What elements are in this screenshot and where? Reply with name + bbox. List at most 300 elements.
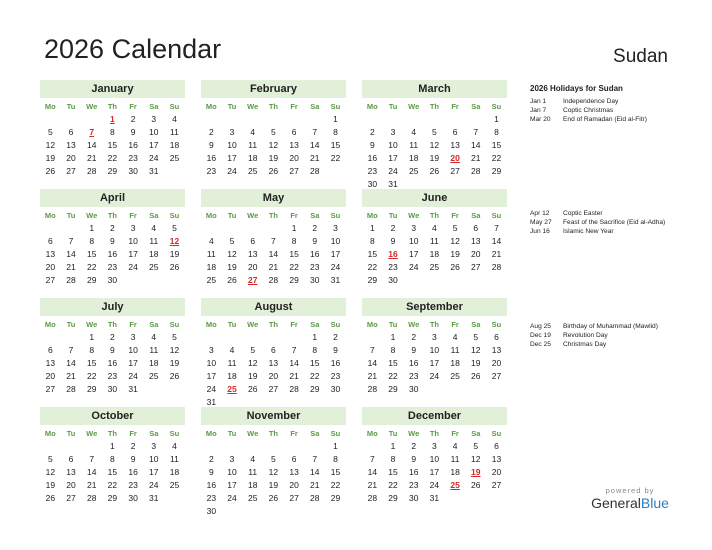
weekday-label: Su <box>491 320 502 329</box>
day-cell: 31 <box>206 397 217 407</box>
day-cell: 20 <box>45 262 56 272</box>
day-cell: 22 <box>330 153 341 163</box>
day-cell: 27 <box>471 262 481 272</box>
week-row <box>362 466 507 479</box>
day-cell <box>486 492 507 505</box>
day-cell: 5 <box>432 127 437 137</box>
weekday-label: Su <box>330 429 341 438</box>
day-cell <box>61 222 82 235</box>
day-cell: 4 <box>151 332 157 342</box>
day-cell: 7 <box>312 127 318 137</box>
day-cell: 13 <box>66 467 76 477</box>
day-cell: 17 <box>128 249 138 259</box>
holiday-item <box>530 228 705 237</box>
day-cell: 29 <box>367 275 378 285</box>
day-cell: 15 <box>491 140 502 150</box>
day-cell: 23 <box>408 371 419 381</box>
day-cell: 9 <box>110 236 115 246</box>
week-row <box>201 152 346 165</box>
day-cell: 15 <box>330 140 341 150</box>
day-cell <box>61 331 82 344</box>
day-cell: 17 <box>206 371 217 381</box>
day-cell <box>40 440 61 453</box>
day-cell: 19 <box>45 480 56 490</box>
week-row <box>40 370 185 383</box>
month-header: July <box>40 298 185 316</box>
weekday-label: Th <box>429 102 439 111</box>
day-cell: 23 <box>388 262 398 272</box>
day-cell <box>201 222 222 235</box>
weekday-row <box>362 318 507 331</box>
day-cell: 29 <box>310 384 320 394</box>
month-august <box>201 298 346 409</box>
day-cell: 18 <box>149 249 159 259</box>
day-cell: 22 <box>330 480 341 490</box>
weekday-label: Mo <box>205 429 217 438</box>
weekday-label: Th <box>429 429 439 438</box>
day-cell: 5 <box>473 332 479 342</box>
weekday-label: Mo <box>44 211 56 220</box>
week-row <box>362 235 507 248</box>
day-cell: 1 <box>89 332 95 342</box>
day-cell: 7 <box>89 454 95 464</box>
day-cell: 5 <box>271 127 276 137</box>
day-cell: 6 <box>271 345 276 355</box>
day-cell: 15 <box>107 140 118 150</box>
day-cell: 5 <box>250 345 256 355</box>
day-cell: 8 <box>333 454 338 464</box>
day-cell: 11 <box>248 140 258 150</box>
day-cell: 3 <box>432 332 437 342</box>
day-cell <box>383 113 404 126</box>
week-row <box>201 235 346 248</box>
day-cell: 7 <box>473 127 479 137</box>
holiday-name: Birthday of Muhammad (Mawlid) <box>563 323 658 330</box>
month-header: November <box>201 407 346 425</box>
day-cell: 6 <box>473 223 479 233</box>
month-header: October <box>40 407 185 425</box>
day-cell: 14 <box>310 140 320 150</box>
day-cell: 20 <box>491 358 502 368</box>
day-cell: 9 <box>390 236 396 246</box>
day-cell: 10 <box>388 140 398 150</box>
week-row <box>201 274 346 287</box>
day-cell: 16 <box>408 467 419 477</box>
day-cell: 19 <box>169 358 180 368</box>
day-cell: 8 <box>333 127 338 137</box>
holiday-item <box>530 98 705 107</box>
week-row <box>201 479 346 492</box>
month-header: April <box>40 189 185 207</box>
day-cell: 6 <box>47 345 53 355</box>
day-cell <box>242 113 263 126</box>
day-cell: 16 <box>388 249 398 259</box>
week-row <box>40 344 185 357</box>
week-row <box>362 479 507 492</box>
weekday-label: Fr <box>290 429 298 438</box>
day-cell: 18 <box>450 358 460 368</box>
day-cell: 9 <box>130 127 136 137</box>
day-cell: 1 <box>333 441 338 451</box>
day-cell: 25 <box>227 384 237 394</box>
day-cell: 1 <box>110 114 115 124</box>
brand-name <box>588 495 672 511</box>
weekday-label: Mo <box>205 102 217 111</box>
day-cell: 12 <box>45 467 56 477</box>
weekday-label: Th <box>107 102 117 111</box>
week-row <box>362 248 507 261</box>
day-cell: 14 <box>268 249 279 259</box>
weekday-label: Fr <box>129 320 137 329</box>
week-row <box>40 492 185 505</box>
weekday-row <box>201 100 346 113</box>
week-row <box>362 370 507 383</box>
holiday-group <box>530 210 705 236</box>
day-cell: 12 <box>268 467 279 477</box>
day-cell: 21 <box>367 371 378 381</box>
month-header: May <box>201 189 346 207</box>
day-cell: 15 <box>388 358 398 368</box>
weekday-label: Mo <box>44 102 56 111</box>
month-header: June <box>362 189 507 207</box>
day-cell <box>424 274 445 287</box>
day-cell: 17 <box>429 467 440 477</box>
holidays-list <box>530 84 700 97</box>
day-cell: 5 <box>47 127 53 137</box>
day-cell <box>61 113 82 126</box>
week-row <box>40 261 185 274</box>
day-cell: 24 <box>408 262 419 272</box>
day-cell: 18 <box>169 467 180 477</box>
day-cell <box>445 113 466 126</box>
weekday-label: Sa <box>149 320 159 329</box>
day-cell: 30 <box>107 384 118 394</box>
day-cell: 4 <box>432 223 437 233</box>
day-cell: 29 <box>491 166 502 176</box>
day-cell: 27 <box>491 371 502 381</box>
day-cell: 16 <box>310 249 320 259</box>
day-cell: 27 <box>289 166 299 176</box>
day-cell: 14 <box>86 467 97 477</box>
month-march <box>362 80 507 191</box>
weekday-label: Fr <box>451 102 459 111</box>
day-cell: 8 <box>89 236 95 246</box>
weekday-label: We <box>408 211 420 220</box>
week-row <box>40 139 185 152</box>
day-cell <box>201 331 222 344</box>
day-cell: 14 <box>471 140 481 150</box>
weekday-label: Th <box>268 102 278 111</box>
weekday-label: We <box>86 320 98 329</box>
day-cell: 4 <box>411 127 417 137</box>
day-cell <box>424 383 445 396</box>
day-cell: 13 <box>268 358 279 368</box>
day-cell: 23 <box>310 262 320 272</box>
day-cell: 10 <box>128 345 138 355</box>
day-cell: 2 <box>130 114 136 124</box>
weekday-label: Tu <box>227 320 237 329</box>
day-cell: 23 <box>107 262 118 272</box>
day-cell: 8 <box>369 236 375 246</box>
holiday-name: Independence Day <box>563 98 619 105</box>
day-cell: 22 <box>289 262 299 272</box>
holiday-name: Coptic Christmas <box>563 106 614 114</box>
weekday-label: Tu <box>66 102 76 111</box>
day-cell: 19 <box>450 249 460 259</box>
weekday-label: We <box>247 102 259 111</box>
day-cell: 5 <box>172 223 177 233</box>
day-cell: 27 <box>247 275 258 285</box>
weekday-label: Fr <box>451 211 459 220</box>
holiday-item <box>530 210 705 219</box>
day-cell: 7 <box>271 236 276 246</box>
day-cell: 12 <box>247 358 258 368</box>
day-cell <box>263 113 284 126</box>
day-cell: 2 <box>208 127 214 137</box>
day-cell: 23 <box>408 480 419 490</box>
day-cell <box>222 113 243 126</box>
day-cell <box>304 113 325 126</box>
day-cell: 27 <box>45 275 56 285</box>
day-cell: 20 <box>450 153 460 163</box>
week-row <box>362 357 507 370</box>
week-row <box>201 453 346 466</box>
day-cell: 2 <box>130 441 136 451</box>
day-cell: 27 <box>491 480 502 490</box>
day-cell: 26 <box>268 493 279 503</box>
day-cell <box>40 331 61 344</box>
day-cell: 5 <box>271 454 276 464</box>
month-header: August <box>201 298 346 316</box>
day-cell: 28 <box>86 166 97 176</box>
day-cell: 16 <box>408 358 419 368</box>
week-row <box>201 492 346 505</box>
holiday-date: Dec 25 <box>530 340 551 348</box>
week-row <box>40 165 185 178</box>
week-row <box>40 248 185 261</box>
day-cell: 17 <box>408 249 419 259</box>
weekday-label: Th <box>107 211 117 220</box>
day-cell: 3 <box>130 223 136 233</box>
day-cell <box>486 274 507 287</box>
weekday-label: We <box>247 211 259 220</box>
day-cell: 5 <box>172 332 177 342</box>
day-cell: 19 <box>471 358 481 368</box>
week-row <box>201 383 346 396</box>
weekday-label: Su <box>169 320 180 329</box>
brand-general: General <box>591 495 641 511</box>
weekday-label: Sa <box>471 211 481 220</box>
day-cell: 2 <box>411 332 417 342</box>
day-cell: 13 <box>491 454 502 464</box>
weekday-row <box>362 427 507 440</box>
day-cell: 2 <box>333 332 338 342</box>
day-cell: 21 <box>66 262 76 272</box>
day-cell: 14 <box>310 467 320 477</box>
day-cell <box>143 383 164 396</box>
week-row <box>362 492 507 505</box>
week-row <box>201 261 346 274</box>
day-cell: 7 <box>369 454 375 464</box>
day-cell: 29 <box>107 166 118 176</box>
holiday-item <box>530 107 705 116</box>
day-cell: 27 <box>289 493 299 503</box>
day-cell: 18 <box>206 262 217 272</box>
day-cell: 12 <box>471 345 481 355</box>
month-december <box>362 407 507 505</box>
weekday-label: We <box>86 211 98 220</box>
day-cell: 12 <box>429 140 440 150</box>
day-cell: 24 <box>388 166 398 176</box>
day-cell: 24 <box>330 262 341 272</box>
day-cell: 31 <box>388 179 398 189</box>
weekday-label: Fr <box>129 429 137 438</box>
day-cell: 24 <box>429 371 440 381</box>
day-cell: 6 <box>494 332 499 342</box>
week-row <box>201 505 346 518</box>
weekday-label: Su <box>491 211 502 220</box>
day-cell: 16 <box>107 249 118 259</box>
day-cell: 12 <box>169 345 180 355</box>
day-cell: 17 <box>388 153 398 163</box>
weekday-label: We <box>86 102 98 111</box>
day-cell <box>164 165 185 178</box>
day-cell: 29 <box>107 493 118 503</box>
day-cell: 4 <box>151 223 157 233</box>
day-cell: 18 <box>247 153 258 163</box>
week-row <box>40 383 185 396</box>
week-row <box>201 357 346 370</box>
weekday-label: Mo <box>205 211 217 220</box>
weekday-label: Tu <box>66 320 76 329</box>
day-cell: 26 <box>169 262 180 272</box>
weekday-label: Su <box>491 102 502 111</box>
day-cell: 5 <box>473 441 479 451</box>
day-cell: 20 <box>289 480 299 490</box>
holiday-date: Jan 7 <box>530 106 547 114</box>
day-cell: 26 <box>268 166 279 176</box>
weekday-label: Su <box>330 211 341 220</box>
day-cell <box>304 440 325 453</box>
week-row <box>40 357 185 370</box>
day-cell: 13 <box>247 249 258 259</box>
day-cell <box>362 113 383 126</box>
day-cell: 3 <box>130 332 136 342</box>
day-cell: 17 <box>149 140 159 150</box>
day-cell: 25 <box>149 262 159 272</box>
day-cell: 1 <box>369 223 375 233</box>
holiday-item <box>530 219 705 228</box>
week-row <box>362 126 507 139</box>
day-cell: 27 <box>450 166 460 176</box>
week-row <box>40 222 185 235</box>
day-cell: 16 <box>107 358 118 368</box>
month-january <box>40 80 185 178</box>
day-cell: 25 <box>429 262 440 272</box>
day-cell: 21 <box>86 153 97 163</box>
month-header: February <box>201 80 346 98</box>
weekday-label: Fr <box>129 211 137 220</box>
day-cell: 6 <box>494 441 499 451</box>
weekday-label: We <box>86 429 98 438</box>
weekday-row <box>40 427 185 440</box>
day-cell <box>143 274 164 287</box>
holiday-name: End of Ramadan (Eid al-Fitr) <box>563 115 647 123</box>
day-cell: 8 <box>291 236 297 246</box>
day-cell: 1 <box>333 114 338 124</box>
day-cell: 11 <box>429 236 439 246</box>
day-cell: 12 <box>450 236 460 246</box>
week-row <box>201 248 346 261</box>
day-cell: 28 <box>310 166 320 176</box>
day-cell: 18 <box>429 249 440 259</box>
day-cell: 24 <box>128 262 138 272</box>
day-cell <box>362 331 383 344</box>
day-cell: 18 <box>169 140 180 150</box>
day-cell: 31 <box>149 493 159 503</box>
day-cell: 30 <box>408 384 419 394</box>
day-cell: 9 <box>411 454 417 464</box>
day-cell: 20 <box>289 153 299 163</box>
day-cell <box>465 113 486 126</box>
day-cell: 20 <box>247 262 258 272</box>
day-cell: 23 <box>128 480 138 490</box>
month-may <box>201 189 346 287</box>
day-cell: 5 <box>452 223 458 233</box>
weekday-label: Fr <box>451 429 459 438</box>
day-cell <box>164 383 185 396</box>
weekday-label: Fr <box>290 211 298 220</box>
day-cell: 23 <box>128 153 138 163</box>
day-cell: 11 <box>149 345 159 355</box>
day-cell <box>222 505 243 518</box>
day-cell <box>242 440 263 453</box>
day-cell: 24 <box>429 480 440 490</box>
weekday-row <box>201 209 346 222</box>
weekday-label: Tu <box>388 429 398 438</box>
day-cell: 28 <box>268 275 279 285</box>
weekday-label: We <box>408 429 420 438</box>
day-cell: 9 <box>110 345 115 355</box>
weekday-label: Th <box>429 320 439 329</box>
week-row <box>40 113 185 126</box>
day-cell: 10 <box>227 467 237 477</box>
day-cell <box>201 440 222 453</box>
day-cell: 31 <box>149 166 159 176</box>
day-cell: 28 <box>491 262 502 272</box>
day-cell: 10 <box>429 345 440 355</box>
week-row <box>201 440 346 453</box>
weekday-label: Sa <box>471 429 481 438</box>
month-april <box>40 189 185 287</box>
month-november <box>201 407 346 518</box>
day-cell: 13 <box>491 345 502 355</box>
week-row <box>362 344 507 357</box>
weekday-label: Su <box>491 429 502 438</box>
day-cell: 22 <box>388 371 398 381</box>
day-cell <box>222 222 243 235</box>
day-cell <box>424 113 445 126</box>
week-row <box>362 453 507 466</box>
weekday-label: Sa <box>149 429 159 438</box>
weekday-label: Tu <box>66 429 76 438</box>
day-cell: 31 <box>429 493 440 503</box>
day-cell: 9 <box>208 140 214 150</box>
day-cell: 23 <box>206 493 217 503</box>
day-cell: 2 <box>369 127 375 137</box>
day-cell <box>222 440 243 453</box>
day-cell: 24 <box>149 153 159 163</box>
